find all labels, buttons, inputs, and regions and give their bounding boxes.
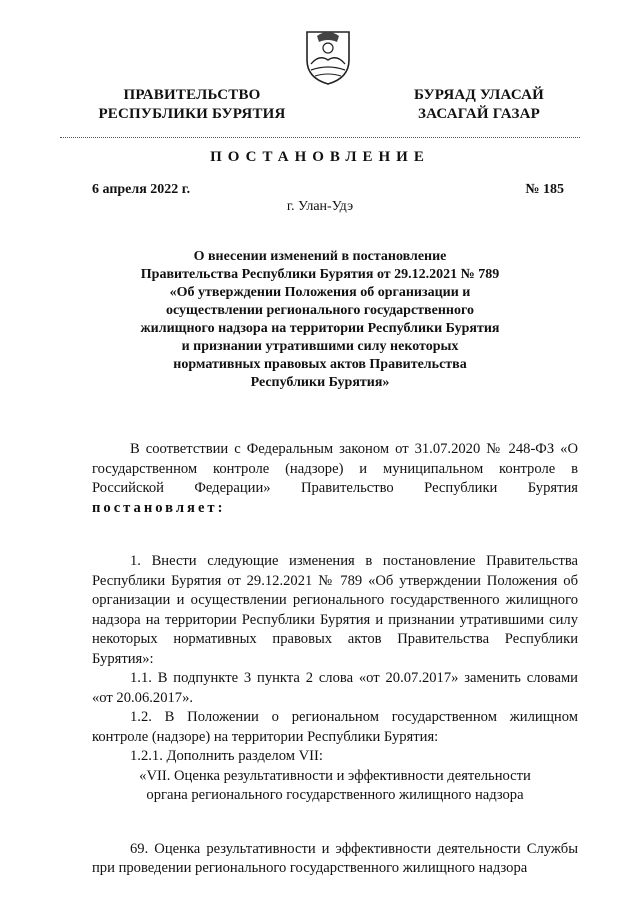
document-type: ПОСТАНОВЛЕНИЕ	[210, 149, 430, 165]
coat-of-arms-icon	[303, 24, 353, 86]
subject-line: Республики Бурятия»	[250, 375, 390, 390]
section-title-line: «VII. Оценка результативности и эффективности деятельности	[139, 767, 531, 784]
header-divider	[60, 137, 580, 138]
document-body	[92, 440, 578, 879]
section-title-line: органа регионального государственного жилищного надзора	[146, 787, 524, 803]
issuer-line: РЕСПУБЛИКИ БУРЯТИЯ	[98, 106, 286, 122]
issuer-name-russian	[92, 86, 292, 124]
issuer-line: ЗАСАГАЙ ГАЗАР	[418, 106, 540, 122]
item-1: 1. Внести следующие изменения в постановление Правительства Республики Бурятия от 29.12.2021 № 789 «Об утверждении Положения об организации и осуществлении регионального государственного жилищного надзора на территории Республики Бурятия и признании утратившими силу некоторых нормативных правовых актов Правительства Республики Бурятия»:	[92, 553, 578, 667]
item-69: 69. Оценка результативности и эффективности деятельности Службы при проведении регионального государственного жилищного надзора	[92, 840, 578, 876]
issuer-name-buryat	[394, 86, 564, 124]
issuer-line: ПРАВИТЕЛЬСТВО	[123, 87, 261, 103]
subject-line: жилищного надзора на территории Республики Бурятия	[140, 321, 500, 336]
preamble-paragraph	[92, 440, 578, 518]
subject-line: Правительства Республики Бурятия от 29.12.2021 № 789	[140, 267, 500, 282]
document-date: 6 апреля 2022 г.	[92, 182, 191, 197]
preamble-emphasis: постановляет:	[92, 499, 226, 516]
subject-line: «Об утверждении Положения об организации и	[169, 285, 471, 300]
document-subject	[110, 248, 530, 392]
document-number: № 185	[525, 182, 564, 197]
subject-line: осуществлении регионального государственного	[166, 303, 474, 318]
item-1-2: 1.2. В Положении о региональном государственном жилищном контроле (надзоре) на территории Республики Бурятия:	[92, 709, 578, 745]
item-1-2-1: 1.2.1. Дополнить разделом VII:	[130, 748, 323, 764]
document-city: г. Улан-Удэ	[286, 199, 354, 214]
subject-line: и признании утратившими силу некоторых	[181, 339, 459, 354]
issuer-line: БУРЯАД УЛАСАЙ	[413, 87, 545, 103]
preamble-text: В соответствии с Федеральным законом от 31.07.2020 № 248-ФЗ «О государственном контроле (надзоре) и муниципальном контроле в Российской Федерации» Правительство Республики Бурятия	[92, 441, 578, 496]
subject-line: нормативных правовых актов Правительства	[173, 357, 467, 372]
subject-line: О внесении изменений в постановление	[193, 249, 447, 264]
item-1-1: 1.1. В подпункте 3 пункта 2 слова «от 20.07.2017» заменить словами «от 20.06.2017».	[92, 670, 578, 706]
